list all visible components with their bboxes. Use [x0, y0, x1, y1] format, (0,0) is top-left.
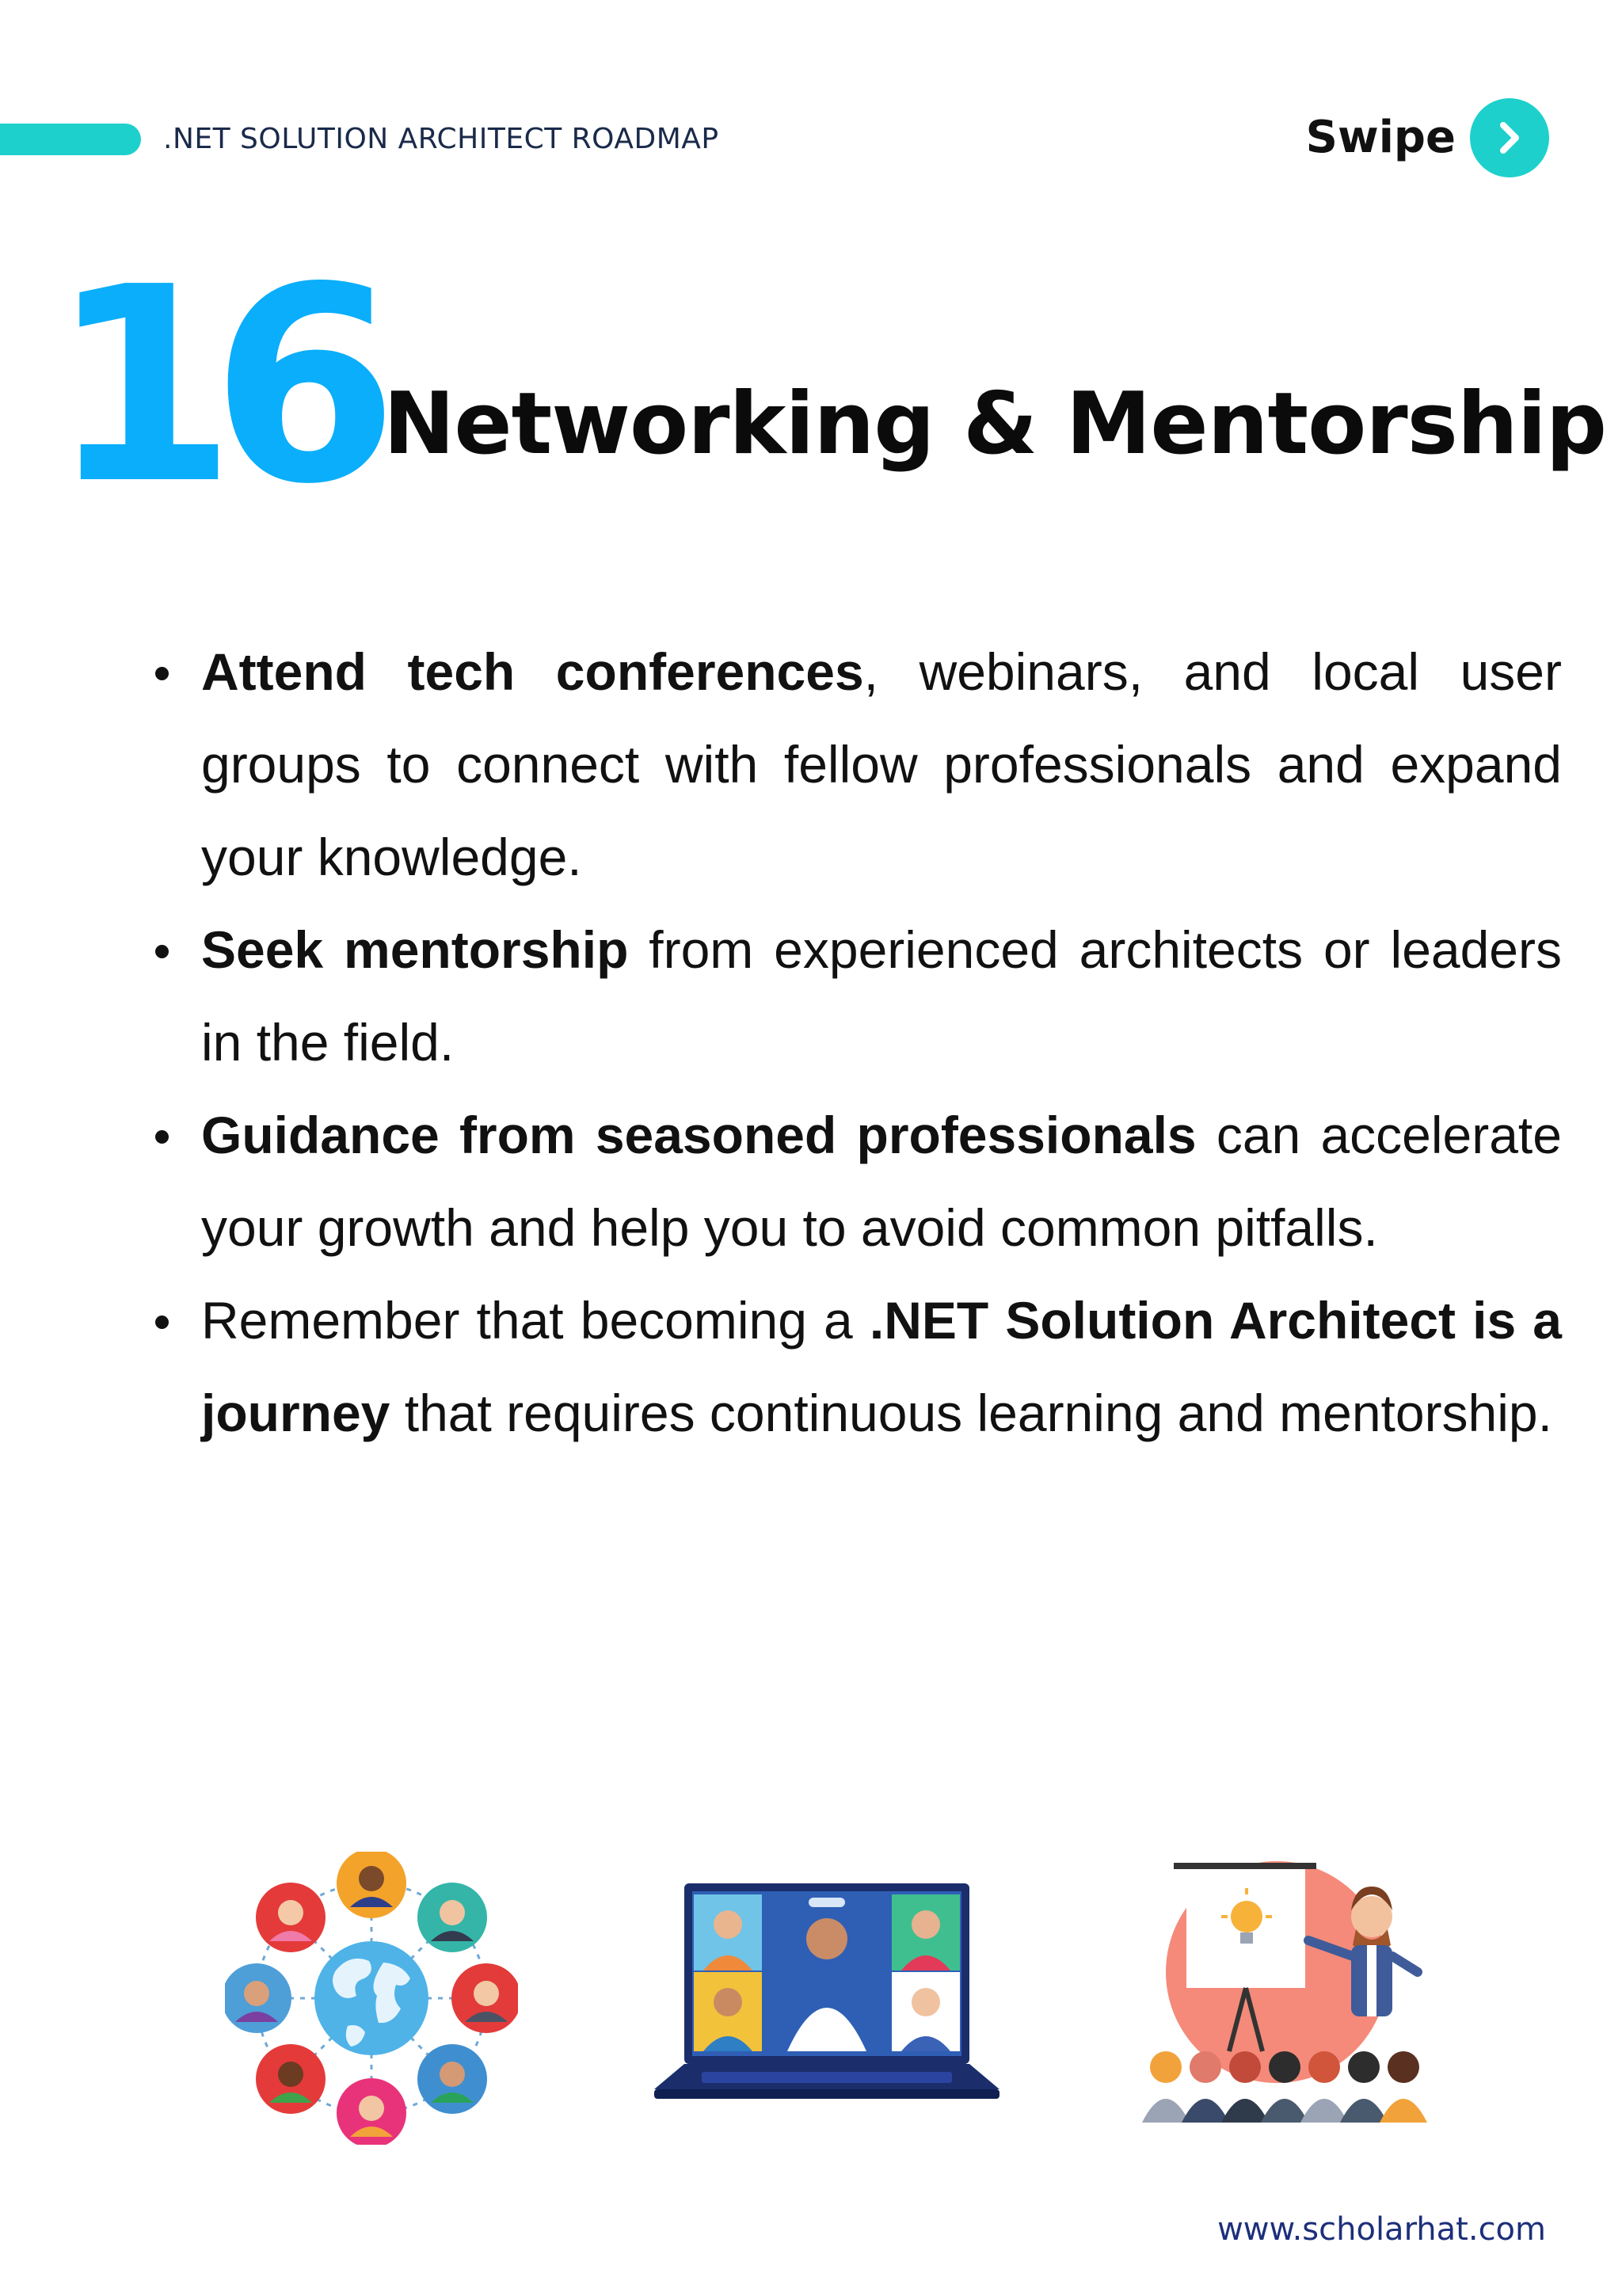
- bullet-item: [152, 904, 1562, 1089]
- step-number: 16: [49, 230, 374, 543]
- footer-website-link[interactable]: www.scholarhat.com: [1217, 2211, 1546, 2248]
- bullet-emphasis: Guidance from seasoned professionals: [201, 1106, 1197, 1164]
- bullet-list: [152, 626, 1562, 1460]
- bullet-item: [152, 1274, 1562, 1460]
- mentor-presentation-illustration: [1142, 1853, 1443, 2123]
- bullet-emphasis: .NET Solution Architect is a journey: [201, 1291, 1563, 1442]
- global-network-illustration: [225, 1852, 518, 2145]
- bullet-text-lead: Remember that becoming a: [201, 1291, 870, 1350]
- bullet-emphasis: Attend tech conferences: [201, 642, 864, 701]
- bullet-emphasis: Seek mentorship: [201, 920, 629, 979]
- header-accent-bar: [0, 124, 141, 155]
- video-conference-laptop-illustration: [654, 1883, 999, 2121]
- bullet-text: can accelerate your growth and help you to avoid common pitfalls.: [201, 1106, 1562, 1257]
- bullet-text: that requires continuous learning and mentorship.: [390, 1384, 1552, 1442]
- step-title: Networking & Mentorship: [383, 375, 1607, 474]
- roadmap-title: .NET SOLUTION ARCHITECT ROADMAP: [163, 123, 719, 155]
- bullet-text: , webinars, and local user groups to connect with fellow professionals and expand your knowledge.: [201, 642, 1562, 886]
- swipe-label: Swipe: [1305, 112, 1456, 163]
- bullet-item: [152, 626, 1562, 904]
- chevron-right-icon: [1470, 98, 1549, 177]
- bullet-item: [152, 1089, 1562, 1274]
- swipe-button[interactable]: [1306, 98, 1549, 177]
- bullet-text: from experienced architects or leaders in the field.: [201, 920, 1562, 1072]
